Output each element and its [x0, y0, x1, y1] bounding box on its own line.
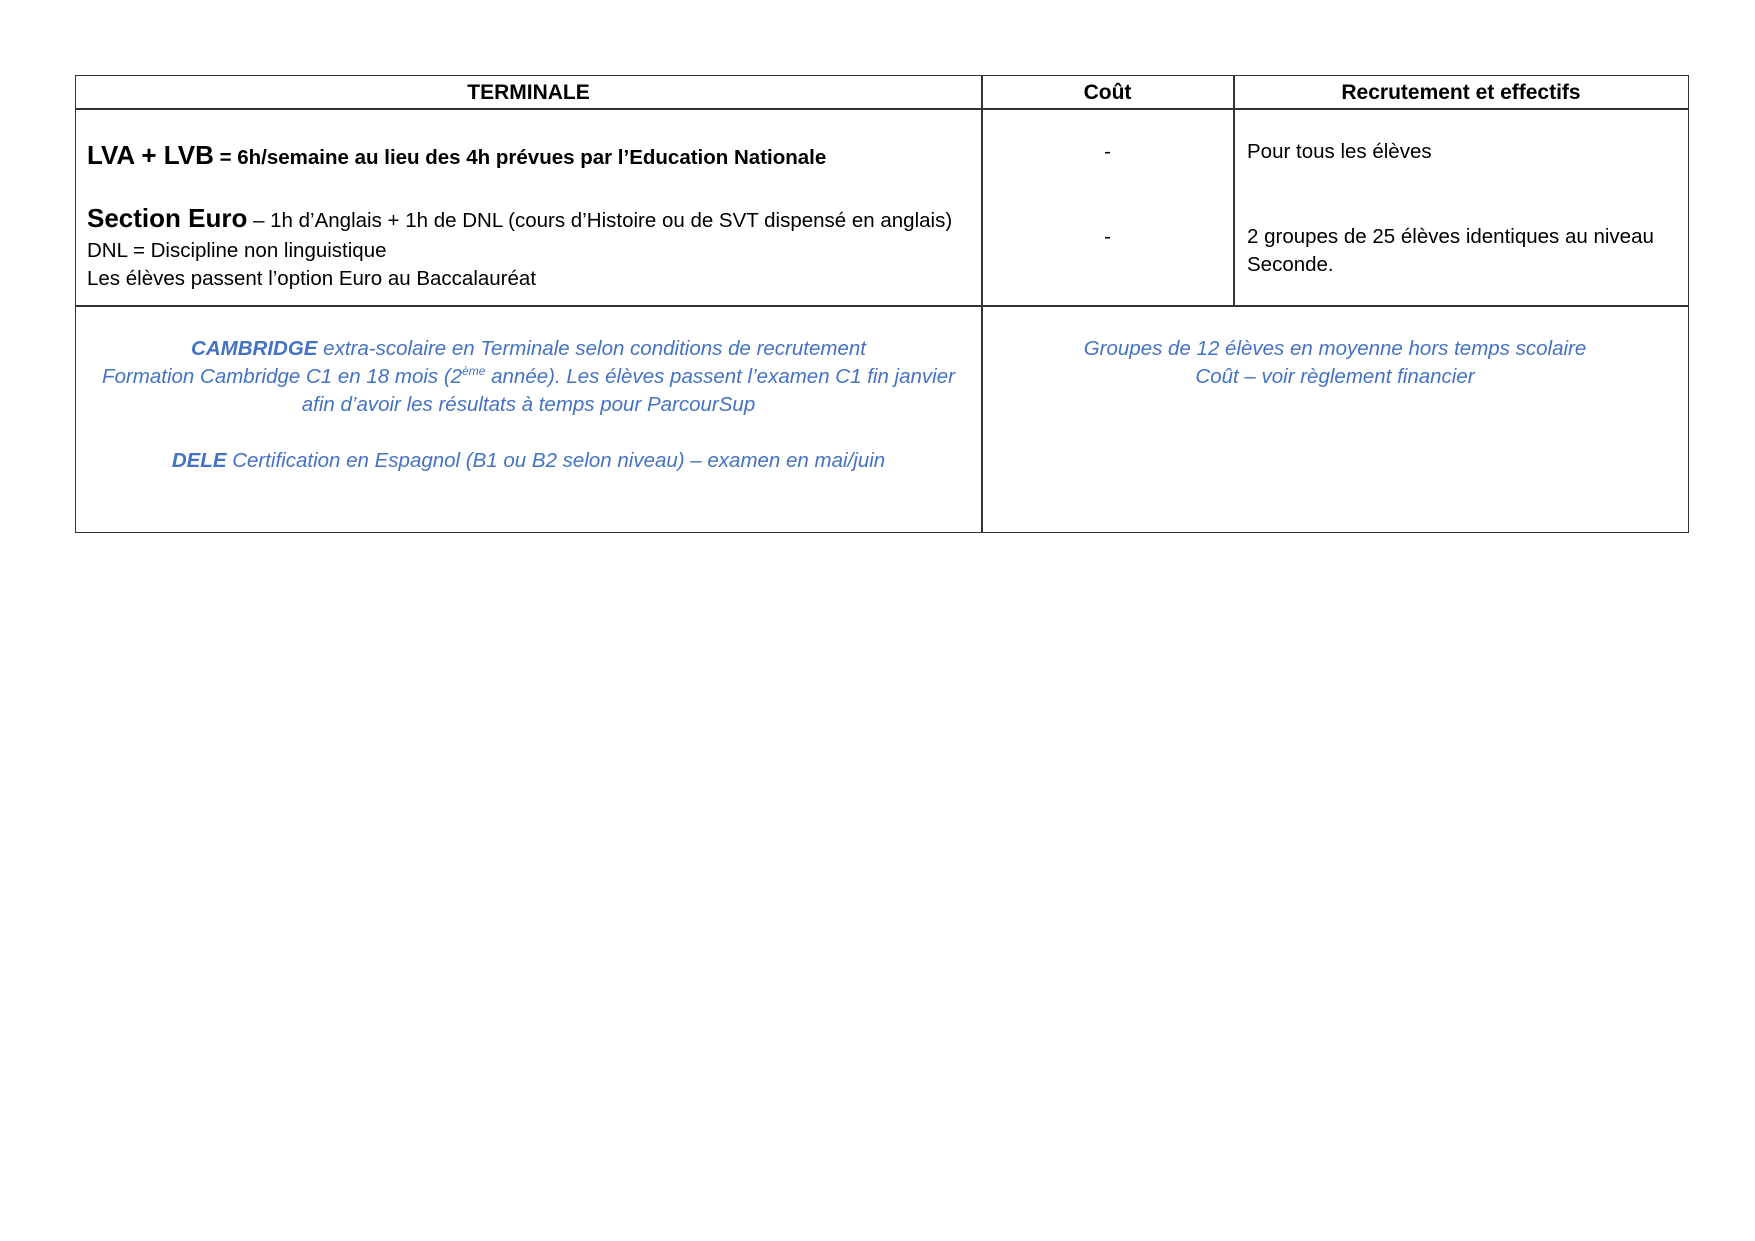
euro-cout: -	[1104, 225, 1111, 248]
dele-line	[76, 447, 981, 475]
dele-desc: Certification en Espagnol (B1 ou B2 selon niveau) – examen en mai/juin	[232, 449, 886, 472]
extra-groupes: Groupes de 12 élèves en moyenne hors temps scolaire	[1083, 337, 1587, 360]
formation-superscript: ème	[462, 364, 486, 378]
euro-desc: – 1h d’Anglais + 1h de DNL (cours d’Histoire ou de SVT dispensé en anglais)	[253, 209, 953, 232]
lv-desc: = 6h/semaine au lieu des 4h prévues par l’Education Nationale	[219, 146, 827, 169]
euro-line-dnl: DNL = Discipline non linguistique	[87, 239, 387, 262]
extra-cout: Coût – voir règlement financier	[1195, 365, 1475, 388]
header-recrutement: Recrutement et effectifs	[1341, 81, 1581, 104]
euro-row-text	[87, 204, 952, 235]
euro-recrutement-line1: 2 groupes de 25 élèves identiques au niveau	[1247, 225, 1654, 248]
formation-line	[76, 363, 981, 391]
formation-text-a: Formation Cambridge C1 en 18 mois (2	[102, 365, 463, 388]
options-table	[75, 75, 1689, 533]
cambridge-line	[76, 335, 981, 363]
header-cout: Coût	[1083, 81, 1132, 104]
column-divider-cost	[1233, 76, 1235, 306]
cambridge-title: CAMBRIDGE	[191, 337, 318, 360]
lv-row-text	[87, 141, 826, 172]
euro-title: Section Euro	[87, 203, 248, 233]
formation-line2: afin d’avoir les résultats à temps pour ParcourSup	[301, 393, 756, 416]
lv-recrutement: Pour tous les élèves	[1247, 140, 1432, 163]
dele-title: DELE	[171, 449, 227, 472]
euro-line-bac: Les élèves passent l’option Euro au Baccalauréat	[87, 267, 537, 290]
lv-title: LVA + LVB	[87, 140, 214, 170]
euro-recrutement-line2: Seconde.	[1247, 253, 1334, 276]
lv-cout: -	[1104, 140, 1111, 163]
row-divider	[76, 305, 1688, 307]
header-terminale: TERMINALE	[467, 81, 590, 104]
cambridge-desc: extra-scolaire en Terminale selon conditions de recrutement	[323, 337, 866, 360]
formation-text-b: année). Les élèves passent l’examen C1 fin janvier	[485, 365, 955, 388]
